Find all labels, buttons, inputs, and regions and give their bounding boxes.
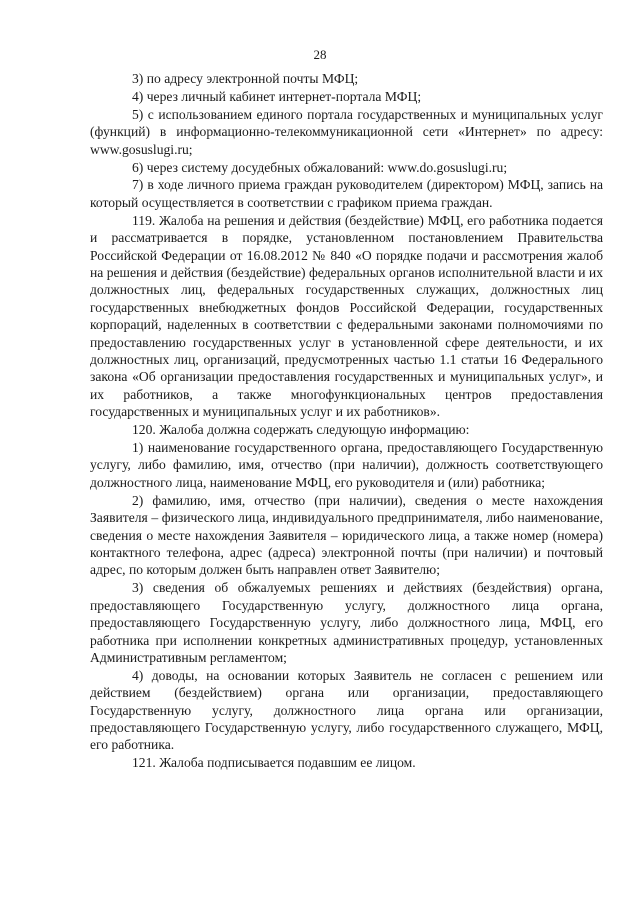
paragraph-item-4: 4) через личный кабинет интернет-портала МФЦ; <box>132 88 422 104</box>
paragraph-120: 120. Жалоба должна содержать следующую информацию: <box>132 422 470 438</box>
document-body <box>90 70 603 772</box>
paragraph-119: 119. Жалоба на решения и действия (бездействие) МФЦ, его работника подается и рассматривается в порядке, установленном постановлением Правительства Российской Федерации от 16.08.2012 № 840 «О порядке подачи и рассмотрения жалоб на решения и действия (бездействие) федеральных органов исполнительной власти и их должностных лиц, федеральных государственных служащих, должностных лиц государственных внебюджетных фондов Российской Федерации, государственных корпораций, наделенных в соответствии с федеральными законами полномочиями по предоставлению государственных услуг в установленной сфере деятельности, и их должностных лиц, организаций, предусмотренных частью 1.1 статьи 16 Федерального закона «Об организации предоставления государственных и муниципальных услуг», и их работников, а также многофункциональных центров предоставления государственных и муниципальных услуг и их работников». <box>90 212 603 420</box>
paragraph-120-item-3: 3) сведения об обжалуемых решениях и действиях (бездействия) органа, предоставляющего Государственную услугу, должностного лица органа, предоставляющего Государственную услугу, либо должностного лица, МФЦ, его работника при исполнении конкретных административных процедур, установленных Административным регламентом; <box>90 580 603 665</box>
paragraph-item-7: 7) в ходе личного приема граждан руководителем (директором) МФЦ, запись на который осуществляется в соответствии с графиком приема граждан. <box>90 177 603 210</box>
paragraph-120-item-1: 1) наименование государственного органа, предоставляющего Государственную услугу, либо фамилию, имя, отчество (при наличии), должность соответствующего должностного лица, наименование МФЦ, его руководителя и (или) работника; <box>90 440 603 490</box>
paragraph-121: 121. Жалоба подписывается подавшим ее лицом. <box>132 755 416 771</box>
paragraph-120-item-4: 4) доводы, на основании которых Заявитель не согласен с решением или действием (бездействием) органа или организации, предоставляющего Государственную услугу, должностного лица органа или организации, предоставляющего Государственную услугу, либо государственного служащего, МФЦ, его работника. <box>90 667 603 753</box>
paragraph-item-5: 5) с использованием единого портала государственных и муниципальных услуг (функций) в информационно-телекоммуникационной сети «Интернет» по адресу: www.gosuslugi.ru; <box>90 106 603 157</box>
page-number: 28 <box>313 47 327 62</box>
paragraph-item-3: 3) по адресу электронной почты МФЦ; <box>132 71 359 86</box>
paragraph-120-item-2: 2) фамилию, имя, отчество (при наличии), сведения о месте нахождения Заявителя – физического лица, индивидуального предпринимателя, либо наименование, сведения о месте нахождения Заявителя – юридического лица, а также номер (номера) контактного телефона, адрес (адреса) электронной почты (при наличии) и почтовый адрес, по которым должен быть направлен ответ Заявителю; <box>90 492 603 578</box>
paragraph-item-6: 6) через систему досудебных обжалований: www.do.gosuslugi.ru; <box>132 159 508 175</box>
